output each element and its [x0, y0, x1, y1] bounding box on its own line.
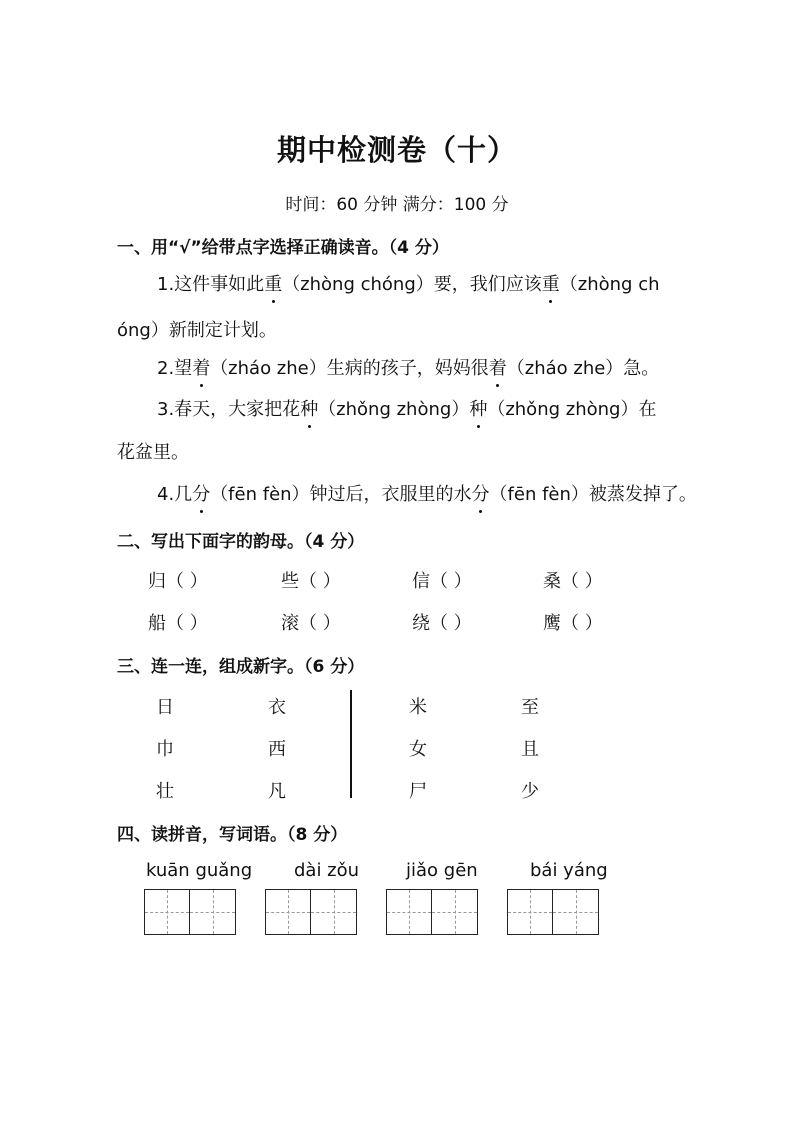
dotted-char: 种 — [469, 395, 487, 421]
writing-box[interactable] — [508, 890, 553, 934]
finals-item: 船（ ） — [148, 613, 208, 634]
writing-grid[interactable] — [386, 889, 478, 935]
q2-text-b: （zháo zhe）生病的孩子，妈妈很 — [210, 358, 489, 379]
q1-text-a: 1.这件事如此 — [157, 274, 265, 295]
finals-item: 些（ ） — [281, 571, 341, 592]
q3-text-c: （zhǒng zhòng）在 — [487, 399, 657, 420]
writing-box[interactable] — [432, 890, 477, 934]
char-component: 尸 — [409, 781, 427, 802]
question-4 — [157, 480, 697, 506]
column-divider — [350, 690, 352, 798]
writing-box[interactable] — [553, 890, 598, 934]
q3-text-a: 3.春天，大家把花 — [157, 399, 301, 420]
pinyin-label: dài zǒu — [294, 860, 360, 881]
char-component: 衣 — [268, 697, 286, 718]
char-component: 日 — [156, 697, 174, 718]
writing-box[interactable] — [190, 890, 235, 934]
writing-box[interactable] — [311, 890, 356, 934]
finals-item: 归（ ） — [148, 571, 208, 592]
writing-box[interactable] — [266, 890, 311, 934]
finals-item: 信（ ） — [412, 571, 472, 592]
q1-text-b: （zhòng chóng）要，我们应该 — [282, 274, 542, 295]
q4-text-c: （fēn fèn）被蒸发掉了。 — [489, 484, 697, 505]
q4-text-b: （fēn fèn）钟过后，衣服里的水 — [210, 484, 472, 505]
char-component: 女 — [409, 739, 427, 760]
dotted-char: 分 — [192, 480, 210, 506]
finals-item: 绕（ ） — [412, 613, 472, 634]
pinyin-label: jiǎo gēn — [406, 860, 478, 881]
q1-text-c: （zhòng ch — [559, 274, 660, 295]
char-component: 且 — [521, 739, 539, 760]
finals-item: 滚（ ） — [281, 613, 341, 634]
q2-text-a: 2.望 — [157, 358, 193, 379]
dotted-char: 分 — [472, 480, 490, 506]
writing-box[interactable] — [387, 890, 432, 934]
finals-item: 桑（ ） — [543, 571, 603, 592]
char-component: 巾 — [156, 739, 174, 760]
dotted-char: 着 — [489, 354, 507, 380]
dotted-char: 种 — [300, 395, 318, 421]
char-component: 凡 — [268, 781, 286, 802]
char-component: 壮 — [156, 781, 174, 802]
finals-item: 鹰（ ） — [543, 613, 603, 634]
char-component: 西 — [268, 739, 286, 760]
char-component: 至 — [521, 697, 539, 718]
pinyin-label: kuān guǎng — [146, 860, 253, 881]
question-1 — [157, 270, 660, 296]
section-2-heading: 二、写出下面字的韵母。（4 分） — [117, 532, 365, 552]
dotted-char: 着 — [192, 354, 210, 380]
q2-text-c: （zháo zhe）急。 — [506, 358, 660, 379]
exam-info: 时间：60 分钟 满分：100 分 — [285, 195, 509, 215]
question-2 — [157, 354, 659, 380]
section-1-heading: 一、用“√”给带点字选择正确读音。（4 分） — [117, 238, 449, 258]
page-title: 期中检测卷（十） — [276, 133, 517, 167]
writing-box[interactable] — [145, 890, 190, 934]
q3-text-b: （zhǒng zhòng） — [318, 399, 470, 420]
dotted-char: 重 — [264, 270, 282, 296]
pinyin-label: bái yáng — [530, 860, 608, 881]
q4-text-a: 4.几 — [157, 484, 193, 505]
char-component: 米 — [409, 697, 427, 718]
question-3 — [157, 395, 656, 421]
question-1-continued: óng）新制定计划。 — [117, 320, 277, 341]
dotted-char: 重 — [542, 270, 560, 296]
question-3-continued: 花盆里。 — [117, 442, 189, 463]
writing-grid[interactable] — [144, 889, 236, 935]
section-3-heading: 三、连一连，组成新字。（6 分） — [117, 657, 365, 677]
writing-grid[interactable] — [265, 889, 357, 935]
writing-grid[interactable] — [507, 889, 599, 935]
char-component: 少 — [521, 781, 539, 802]
section-4-heading: 四、读拼音，写词语。（8 分） — [117, 825, 348, 845]
